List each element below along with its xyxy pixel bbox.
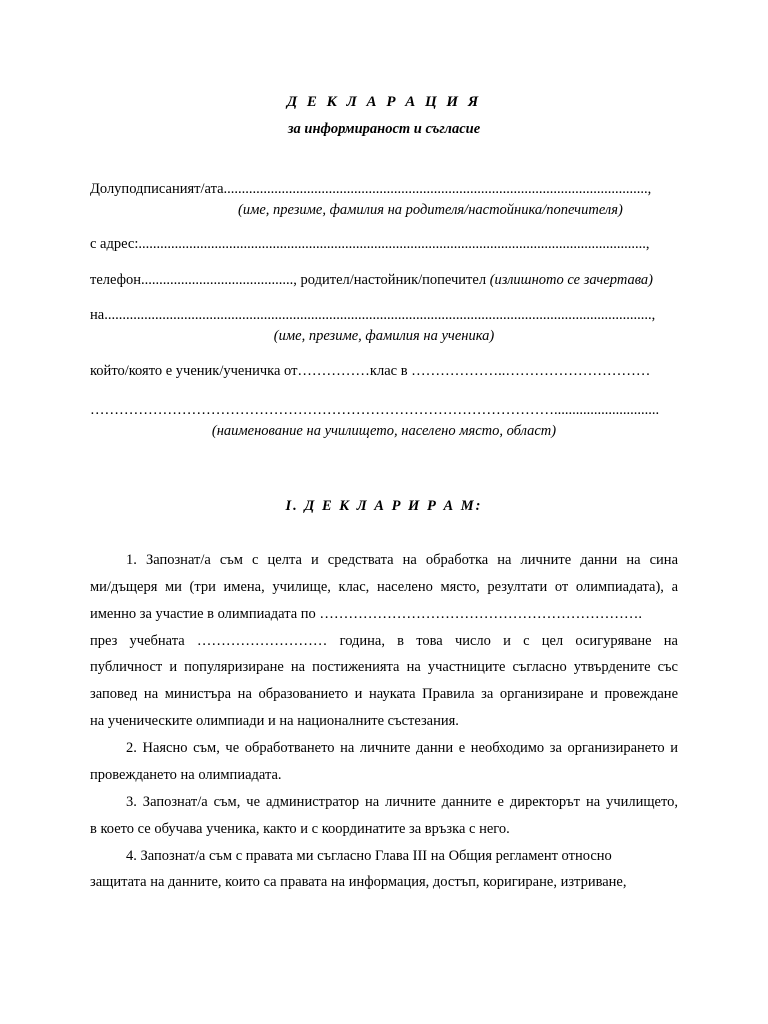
paragraph-1-line-4: през учебната ……………………… година, в това число и с цел осигуряване на [90, 633, 678, 649]
undersigned-field: Долуподписаният/ата....................................................................................................................., [90, 181, 652, 197]
student-name-field: на......................................................................................................................................................., [90, 307, 656, 323]
paragraph-1-line-1: 1. Запознат/а съм с целта и средствата на обработка на личните данни на сина [126, 552, 678, 568]
section-heading: I. Д Е К Л А Р И Р А М: [285, 498, 483, 514]
document-title: Д Е К Л А Р А Ц И Я [286, 94, 482, 110]
paragraph-4-line-2: защитата на данните, които са правата на информация, достъп, коригиране, изтриване, [90, 874, 627, 890]
school-field: ……………………………………………………………………………………............................. [90, 402, 660, 418]
phone-field [90, 271, 678, 289]
student-class-field: който/която е ученик/ученичка от……………клас в ………………..………………………… [90, 363, 651, 379]
paragraph-4-line-1: 4. Запознат/а съм с правата ми съгласно Глава III на Общия регламент относно [126, 848, 612, 864]
paragraph-1-line-5: публичност и популяризиране на постиженията на участниците съгласно утвърдените със [90, 659, 678, 675]
document-subtitle: за информираност и съгласие [287, 121, 481, 137]
paragraph-3-line-2: в което се обучава ученика, както и с координатите за връзка с него. [90, 821, 510, 837]
paragraph-2-line-2: провеждането на олимпиадата. [90, 767, 282, 783]
student-name-hint: (име, презиме, фамилия на ученика) [273, 328, 495, 344]
paragraph-1-line-3: именно за участие в олимпиадата по …………………………………………………………. [90, 606, 643, 622]
document-page [90, 0, 678, 1024]
school-hint: (наименование на училището, населено място, област) [211, 423, 557, 439]
paragraph-1-line-6: заповед на министъра на образованието и науката Правила за организиране и провеждане [90, 686, 678, 702]
paragraph-3-line-1: 3. Запознат/а съм, че администратор на личните данните е директорът на училището, [126, 794, 678, 810]
paragraph-1-line-7: на ученическите олимпиади и на националните състезания. [90, 713, 459, 729]
address-field: с адрес:............................................................................................................................................, [90, 236, 650, 252]
phone-text: телефон.........................................., родител/настойник/попечител [90, 272, 490, 288]
paragraph-2-line-1: 2. Наясно съм, че обработването на личните данни е необходимо за организирането и [126, 740, 678, 756]
undersigned-hint: (име, презиме, фамилия на родителя/настойника/попечителя) [238, 202, 623, 218]
phone-hint: (излишното се зачертава) [489, 272, 653, 288]
paragraph-1-line-2: ми/дъщеря ми (три имена, училище, клас, населено място, резултати от олимпиадата), а [90, 579, 678, 595]
